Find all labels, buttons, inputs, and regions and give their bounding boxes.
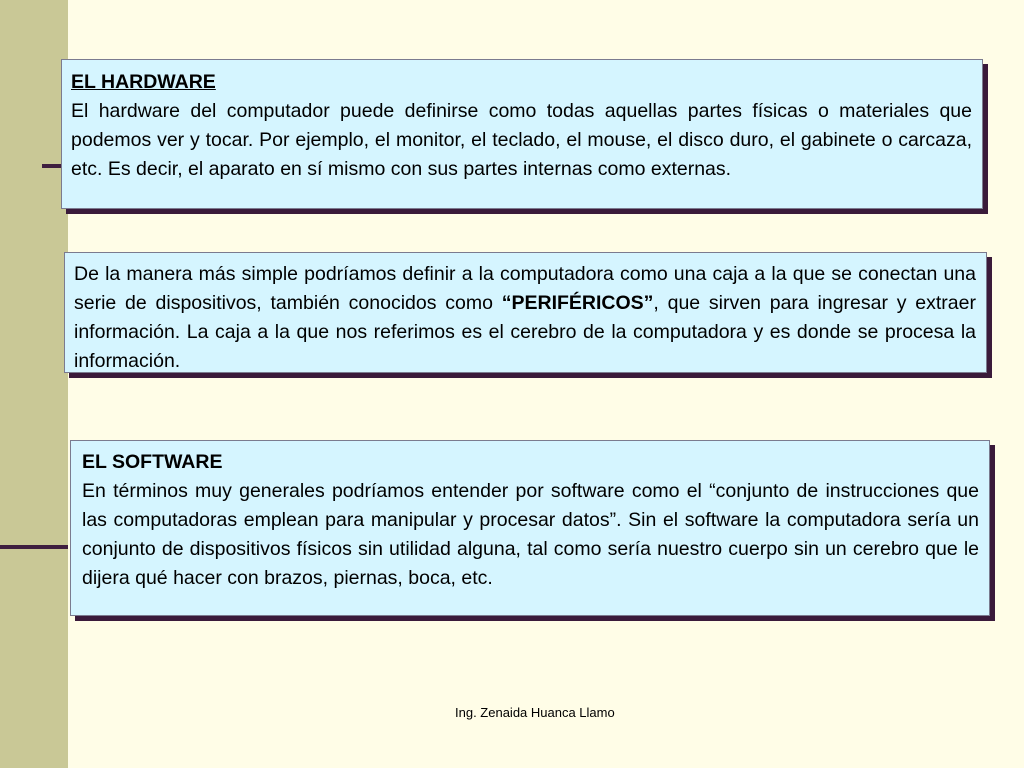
hardware-body: El hardware del computador puede definirse como todas aquellas partes físicas o materiales que podemos ver y tocar. Por ejemplo, el monitor, el teclado, el mouse, el disco duro, el gabinete o carcaza, etc. Es decir, el aparato en sí mismo con sus partes internas como externas. [71, 100, 972, 180]
perifericos-text-1: De la manera más simple podríamos definir a la computadora como una caja a la que se conectan una serie de dispositivos, también conocidos como [74, 263, 976, 314]
perifericos-body [74, 260, 976, 376]
software-box [70, 440, 990, 616]
accent-line-bottom [0, 545, 68, 549]
author-footer: Ing. Zenaida Huanca Llamo [455, 705, 615, 720]
perifericos-text-2: , que sirven para ingresar y extraer información. La caja a la que nos referimos es el cerebro de la computadora y es donde se procesa la información. [74, 292, 976, 372]
software-heading: EL SOFTWARE [82, 451, 223, 473]
accent-line-top [42, 164, 62, 168]
hardware-heading: EL HARDWARE [71, 71, 216, 93]
hardware-box [61, 59, 983, 209]
perifericos-box [64, 252, 987, 373]
perifericos-bold: “PERIFÉRICOS” [501, 292, 654, 314]
software-body: En términos muy generales podríamos entender por software como el “conjunto de instrucciones que las computadoras emplean para manipular y procesar datos”. Sin el software la computadora sería un conjunto de dispositivos físicos sin utilidad alguna, tal como sería nuestro cuerpo sin un cerebro que le dijera qué hacer con brazos, piernas, boca, etc. [82, 480, 979, 589]
left-decorative-bar [0, 0, 68, 768]
